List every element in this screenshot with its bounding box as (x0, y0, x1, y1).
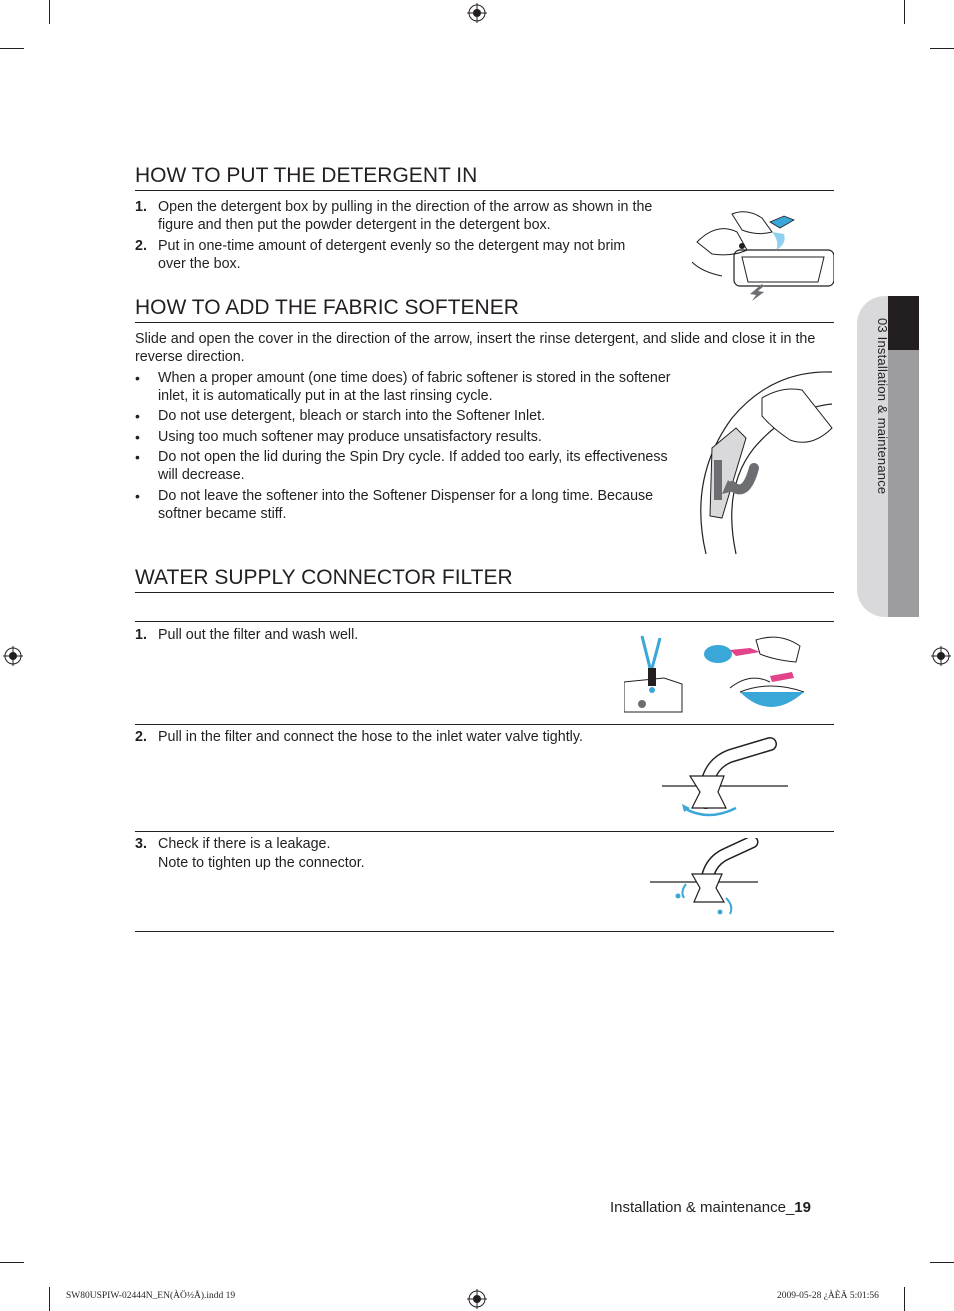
row-divider (135, 621, 834, 622)
registration-mark-icon (931, 646, 951, 666)
bullet-text: When a proper amount (one time does) of fabric softener is stored in the softener (158, 370, 671, 386)
bullet: • (135, 488, 140, 504)
row-divider (135, 831, 834, 832)
bullet-text: softner became stiff. (158, 506, 287, 522)
chapter-tab-label: 03 Installation & maintenance (875, 318, 890, 495)
crop-mark (49, 0, 50, 24)
leak-check-illustration (648, 838, 760, 920)
chapter-tab-marker (888, 296, 919, 350)
step-text: Pull out the filter and wash well. (158, 627, 359, 643)
intro-text: reverse direction. (135, 349, 245, 365)
filter-brush-illustration (700, 632, 808, 714)
registration-mark-icon (467, 3, 487, 23)
step-text: Check if there is a leakage. (158, 836, 331, 852)
step-number: 3. (135, 836, 147, 852)
step-text: Put in one-time amount of detergent evenly so the detergent may not brim (158, 238, 626, 254)
step-text: Open the detergent box by pulling in the direction of the arrow as shown in the (158, 199, 653, 215)
section-title-detergent: HOW TO PUT THE DETERGENT IN (135, 164, 834, 191)
hose-connect-illustration (660, 736, 790, 822)
row-divider (135, 724, 834, 725)
step-number: 1. (135, 627, 147, 643)
bullet: • (135, 370, 140, 386)
step-text: over the box. (158, 256, 241, 272)
page-number: 19 (794, 1199, 811, 1216)
step-text: Note to tighten up the connector. (158, 855, 365, 871)
bullet-text: inlet, it is automatically put in at the last rinsing cycle. (158, 388, 493, 404)
crop-mark (904, 0, 905, 24)
crop-mark (0, 1262, 24, 1263)
step-number: 1. (135, 199, 147, 215)
bullet: • (135, 449, 140, 465)
section-title-softener: HOW TO ADD THE FABRIC SOFTENER (135, 296, 834, 323)
detergent-drawer-illustration (692, 202, 834, 302)
section-title-filter: WATER SUPPLY CONNECTOR FILTER (135, 566, 834, 593)
filter-pliers-illustration (624, 632, 684, 714)
crop-mark (0, 48, 24, 49)
step-text: figure and then put the powder detergent in the detergent box. (158, 217, 551, 233)
bullet-text: Do not leave the softener into the Softener Dispenser for a long time. Because (158, 488, 654, 504)
crop-mark (904, 1287, 905, 1311)
step-number: 2. (135, 729, 147, 745)
step-text: Pull in the filter and connect the hose to the inlet water valve tightly. (158, 729, 583, 745)
row-divider (135, 931, 834, 932)
intro-text: Slide and open the cover in the direction of the arrow, insert the rinse detergent, and slide and close it in the (135, 331, 816, 347)
crop-mark (49, 1287, 50, 1311)
bullet-text: Do not open the lid during the Spin Dry cycle. If added too early, its effectiveness (158, 449, 668, 465)
page-footer (610, 1199, 811, 1216)
chapter-tab-strip (888, 350, 919, 617)
slug-file: SW80USPIW-02444N_EN(ÀÖ½Å).indd 19 (66, 1291, 236, 1301)
bullet: • (135, 408, 140, 424)
slug-date: 2009-05-28 ¿ÀÈÄ 5:01:56 (777, 1291, 879, 1301)
bullet-text: Using too much softener may produce unsatisfactory results. (158, 429, 542, 445)
softener-lid-illustration (692, 368, 834, 556)
registration-mark-icon (3, 646, 23, 666)
footer-label: Installation & maintenance_ (610, 1199, 795, 1216)
step-number: 2. (135, 238, 147, 254)
registration-mark-icon (467, 1289, 487, 1309)
bullet-text: Do not use detergent, bleach or starch into the Softener Inlet. (158, 408, 546, 424)
crop-mark (930, 1262, 954, 1263)
bullet-text: will decrease. (158, 467, 245, 483)
bullet: • (135, 429, 140, 445)
crop-mark (930, 48, 954, 49)
